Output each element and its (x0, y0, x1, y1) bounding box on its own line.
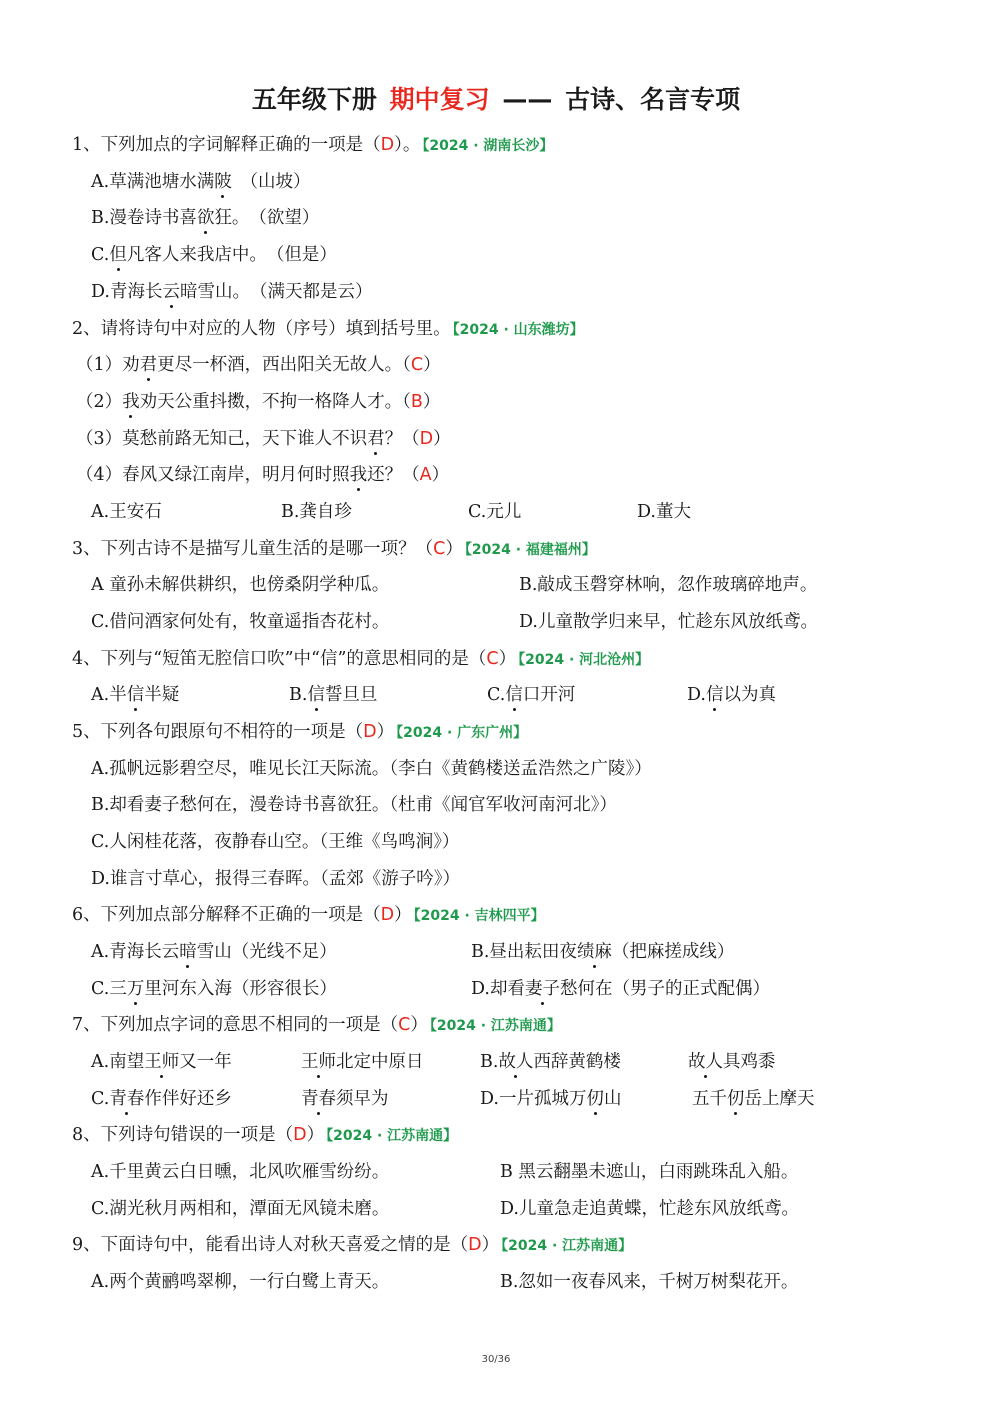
question-3-stem: 3、下列古诗不是描写儿童生活的是哪一项？（C） 【2024 · 福建福州】 (72, 539, 596, 559)
source-tag: 【2024 · 江苏南通】 (501, 1238, 633, 1254)
q6-option-c: C.三万里河东入海（形容很长） (91, 976, 337, 1002)
q5-option-a: A.孤帆远影碧空尽，唯见长江天际流。（李白《黄鹤楼送孟浩然之广陵》） (91, 759, 652, 779)
question-1-stem: 1、下列加点的字词解释正确的一项是（D）。 【2024 · 湖南长沙】 (72, 135, 554, 155)
q1-option-b: B.漫卷诗书喜欲狂。 （欲望） (91, 205, 319, 231)
q4-option-c: C.信口开河 (487, 682, 575, 708)
q2-item-4: （4）春风又绿江南岸，明月何时照我还？（A） (76, 462, 449, 488)
answer: D (380, 135, 395, 155)
question-7-stem: 7、下列加点字词的意思不相同的一项是（C） 【2024 · 江苏南通】 (72, 1015, 561, 1035)
source-tag: 【2024 · 河北沧州】 (518, 652, 650, 668)
q2-item-3: （3）莫愁前路无知己，天下谁人不识君？（D） (76, 426, 451, 452)
emphasized-text: 故人 (688, 1049, 723, 1075)
emphasized-text: 王师 (301, 1049, 336, 1075)
emphasized-text: 三万里 (109, 976, 162, 1002)
q7-option-c-2: 青春须早为 (301, 1086, 389, 1112)
emphasized-text: 信 (307, 682, 325, 708)
emphasized-text: 青春 (301, 1086, 336, 1112)
q7-option-b-2: 故人具鸡黍 (688, 1049, 776, 1075)
q4-option-d: D.信以为真 (687, 682, 776, 708)
emphasized-text: 王师 (144, 1049, 179, 1075)
q7-option-a-1: A.南望王师又一年 (91, 1049, 232, 1075)
source-tag: 【2024 · 湖南长沙】 (422, 138, 554, 154)
emphasized-text: 我 (350, 462, 368, 488)
question-8-stem: 8、下列诗句错误的一项是（D） 【2024 · 江苏南通】 (72, 1125, 458, 1145)
emphasized-text: 但 (109, 242, 127, 268)
q1-option-c: C.但凡客人来我店中。 （但是） (91, 242, 337, 268)
q2-option-a: A.王安石 (91, 502, 162, 522)
source-tag: 【2024 · 山东潍坊】 (452, 322, 584, 338)
q2-option-c: C.元儿 (468, 502, 522, 522)
emphasized-text: 信 (127, 682, 145, 708)
page-number: 30/36 (481, 1354, 511, 1365)
q1-option-d: D.青海长云暗雪山。 （满天都是云） (91, 279, 372, 305)
title-highlight: 期中复习 (389, 85, 490, 114)
source-tag: 【2024 · 福建福州】 (464, 542, 596, 558)
q5-option-d: D.谁言寸草心，报得三春晖。（孟郊《游子吟》） (91, 869, 460, 889)
emphasized-text: 欲 (197, 205, 215, 231)
q7-option-d-2: 五千仞岳上摩天 (692, 1086, 815, 1112)
q2-option-b: B.龚自珍 (281, 502, 352, 522)
emphasized-text: 仞 (586, 1086, 604, 1112)
question-2-stem: 2、请将诗句中对应的人物（序号）填到括号里。 【2024 · 山东潍坊】 (72, 319, 584, 339)
q7-option-b-1: B.故人西辞黄鹤楼 (480, 1049, 621, 1075)
q9-option-a: A.两个黄鹂鸣翠柳，一行白鹭上青天。 (91, 1272, 390, 1292)
q8-option-d: D.儿童急走追黄蝶，忙趁东风放纸鸢。 (500, 1199, 799, 1219)
source-tag: 【2024 · 广东广州】 (396, 725, 528, 741)
emphasized-text: 青春 (109, 1086, 144, 1112)
q3-option-b: B.敲成玉磬穿林响，忽作玻璃碎地声。 (519, 575, 818, 595)
question-6-stem: 6、下列加点部分解释不正确的一项是（D） 【2024 · 吉林四平】 (72, 905, 545, 925)
emphasized-text: 故人 (498, 1049, 533, 1075)
emphasized-text: 君 (367, 426, 385, 452)
page-title (0, 80, 992, 120)
title-grade: 五年级下册 (251, 85, 377, 114)
emphasized-text: 陂 (214, 169, 232, 195)
emphasized-text: 暗 (179, 939, 197, 965)
q5-option-c: C.人闲桂花落，夜静春山空。（王维《鸟鸣涧》） (91, 832, 460, 852)
q2-option-d: D.董大 (637, 502, 691, 522)
question-4-stem: 4、下列与“短笛无腔信口吹”中“信”的意思相同的是（C） 【2024 · 河北沧州】 (72, 649, 650, 669)
emphasized-text: 信 (706, 682, 724, 708)
emphasized-text: 君 (140, 352, 158, 378)
source-tag: 【2024 · 江苏南通】 (326, 1128, 458, 1144)
question-5-stem: 5、下列各句跟原句不相符的一项是（D） 【2024 · 广东广州】 (72, 722, 528, 742)
q7-option-a-2: 王师北定中原日 (301, 1049, 424, 1075)
title-topic: 古诗、名言专项 (565, 85, 741, 114)
q4-option-a: A.半信半疑 (91, 682, 179, 708)
q2-item-2: （2）我劝天公重抖擞，不拘一格降人才。（B） (76, 389, 440, 415)
q6-option-a: A.青海长云暗雪山（光线不足） (91, 939, 337, 965)
emphasized-text: 绩麻 (577, 939, 612, 965)
q7-option-d-1: D.一片孤城万仞山 (480, 1086, 621, 1112)
q5-option-b: B.却看妻子愁何在，漫卷诗书喜欲狂。（杜甫《闻官军收河南河北》） (91, 795, 617, 815)
question-9-stem: 9、下面诗句中，能看出诗人对秋天喜爱之情的是（D） 【2024 · 江苏南通】 (72, 1235, 633, 1255)
q9-option-b: B.忽如一夜春风来，千树万树梨花开。 (500, 1272, 799, 1292)
q6-option-d: D.却看妻子愁何在（男子的正式配偶） (471, 976, 770, 1002)
q3-option-d: D.儿童散学归来早，忙趁东风放纸鸢。 (519, 612, 818, 632)
emphasized-text: 妻子 (525, 976, 560, 1002)
q3-option-a: A 童孙未解供耕织，也傍桑阴学种瓜。 (91, 575, 390, 595)
emphasized-text: 仞 (727, 1086, 745, 1112)
title-dash: —— (502, 85, 553, 114)
q6-option-b: B.昼出耘田夜绩麻（把麻搓成线） (471, 939, 734, 965)
q8-option-a: A.千里黄云白日曛，北风吹雁雪纷纷。 (91, 1162, 390, 1182)
emphasized-text: 信 (505, 682, 523, 708)
emphasized-text: 云 (162, 279, 180, 305)
q7-option-c-1: C.青春作伴好还乡 (91, 1086, 232, 1112)
emphasized-text: 我 (122, 389, 140, 415)
q2-item-1: （1）劝君更尽一杯酒，西出阳关无故人。（C） (76, 352, 441, 378)
source-tag: 【2024 · 吉林四平】 (413, 908, 545, 924)
q8-option-c: C.湖光秋月两相和，潭面无风镜未磨。 (91, 1199, 390, 1219)
q4-option-b: B.信誓旦旦 (289, 682, 377, 708)
q3-option-c: C.借问酒家何处有，牧童遥指杏花村。 (91, 612, 390, 632)
source-tag: 【2024 · 江苏南通】 (429, 1018, 561, 1034)
q1-option-a: A.草满池塘水满陂 （山坡） (91, 169, 310, 195)
q8-option-b: B 黑云翻墨未遮山，白雨跳珠乱入船。 (500, 1162, 799, 1182)
